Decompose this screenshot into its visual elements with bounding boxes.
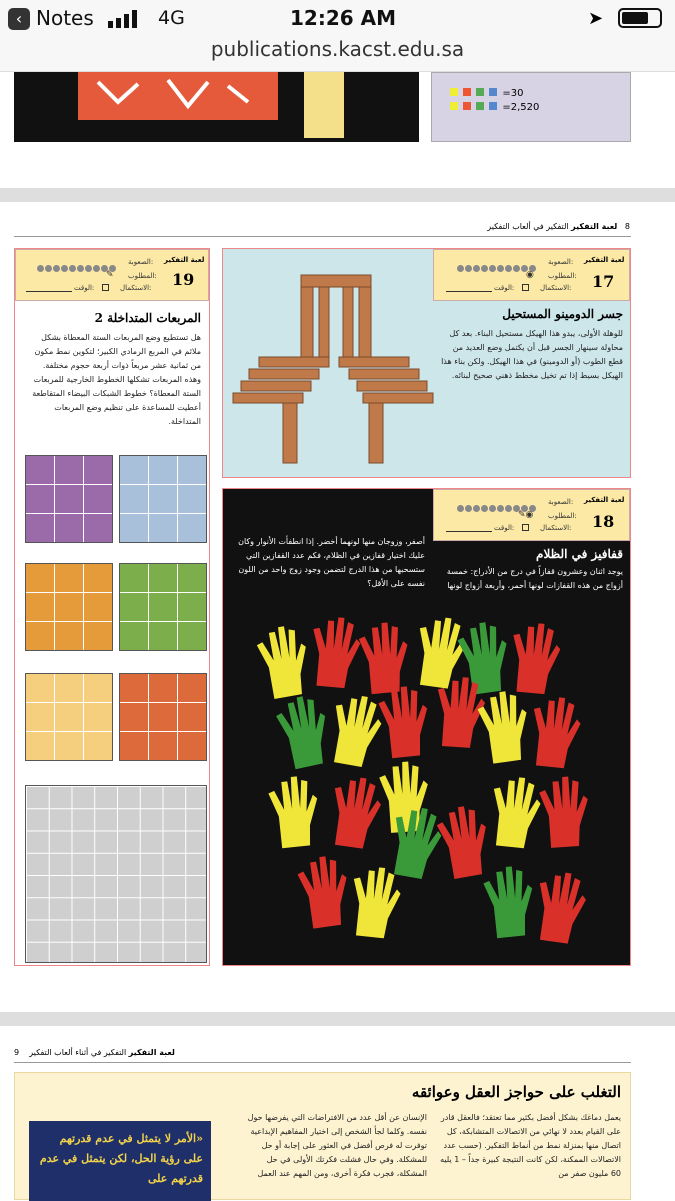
glove-red xyxy=(296,854,353,930)
page-number: 8 xyxy=(624,222,630,231)
square-blue xyxy=(119,455,207,543)
game-18-body-left: أصفر، وزوجان منها لونهما أخضر. إذا انطفأت الأنوار وكان عليك اختيار قفازين في الظلام، فكم عدد القفازين التي ستسحبها من هذا الدرج لتضمن وجود زوج واحد من اللون نفسه على الأقل؟ xyxy=(238,537,425,588)
completion-label: الاستكمال: xyxy=(540,524,572,532)
glove-green xyxy=(273,692,335,770)
page-header xyxy=(14,1048,214,1057)
url-bar[interactable]: publications.kacst.edu.sa xyxy=(210,37,465,61)
glove-yellow xyxy=(348,865,403,940)
game-label: لعبة التفكير xyxy=(164,256,205,264)
glove-yellow xyxy=(488,775,543,850)
back-app-label[interactable]: Notes xyxy=(36,6,94,30)
page-header xyxy=(470,222,630,231)
page-gap xyxy=(0,1012,675,1026)
game-17-card xyxy=(222,248,631,478)
difficulty-label: الصعوبة: xyxy=(128,258,154,266)
header-subtitle: التفكير في ألعاب التفكير xyxy=(487,222,569,231)
difficulty-label: الصعوبة: xyxy=(548,498,574,506)
clock: 12:26 AM xyxy=(290,6,397,30)
game-18-card xyxy=(222,488,631,966)
game-19-card xyxy=(14,248,210,966)
pencil-icon: ✎ xyxy=(106,270,114,280)
game-number: 19 xyxy=(172,270,195,289)
completion-checkbox xyxy=(522,284,529,291)
game-19-body: هل تستطيع وضع المربعات الستة المعطاة بشكل ملائم في المربع الرمادي الكبير؛ لتكوين نمط مكون من ثمانية عشر مربعاً ذوات أربعة حجوم مختلفة. وهذه المربعات تشكلها الخطوط الخارجية للمربعات الستة المعطاة؟ خطوط الشبكات البيضاء المتقاطعة أعطيت للمساعدة على تنظيم وضع المربعات المتداخلة. xyxy=(32,333,201,426)
equation-row-1: =30 xyxy=(450,81,523,100)
game-number: 17 xyxy=(592,272,615,291)
header-title: لعبة التفكير xyxy=(571,222,618,231)
article-panel xyxy=(14,1072,631,1200)
header-rule xyxy=(14,1062,631,1063)
illustration-panel xyxy=(14,72,419,142)
difficulty-label: الصعوبة: xyxy=(548,258,574,266)
completion-label: الاستكمال: xyxy=(540,284,572,292)
game-number: 18 xyxy=(592,512,615,531)
gloves-illustration xyxy=(253,607,603,957)
required-label: المطلوب: xyxy=(548,512,577,520)
game-17-body: للوهلة الأولى، يبدو هذا الهيكل مستحيل البناء. بعد كل محاولة سينهار الجسر قبل أن يكتمل وضع العديد من قطع الطوب (أو الدومينو) في هذا الهيكل. ولكن بناء هذا الهيكل بسيط إذا تم تخيل مخطط ذهني صحيح لبنائه. xyxy=(441,329,623,380)
top-page xyxy=(0,72,675,188)
game-label: لعبة التفكير xyxy=(584,256,625,264)
horse-figure-icon xyxy=(78,72,278,120)
location-arrow-icon: ➤ xyxy=(588,8,604,29)
difficulty-dots xyxy=(36,257,116,276)
header-rule xyxy=(14,236,631,237)
back-arrow-icon[interactable]: ‹ xyxy=(8,8,30,30)
network-type: 4G xyxy=(158,7,185,29)
time-label: الوقت: xyxy=(74,284,95,292)
completion-label: الاستكمال: xyxy=(120,284,152,292)
glove-red xyxy=(327,774,384,850)
game-label: لعبة التفكير xyxy=(584,496,625,504)
game-18-info xyxy=(433,489,630,541)
glove-red xyxy=(434,803,493,880)
page-8 xyxy=(0,202,675,1012)
jester-card xyxy=(304,72,344,138)
domino-bridge-illustration xyxy=(229,265,439,471)
header-subtitle: التفكير في أثناء ألعاب التفكير xyxy=(29,1048,127,1057)
glove-red xyxy=(538,775,591,848)
glove-red xyxy=(377,685,432,760)
square-purple xyxy=(25,455,113,543)
game-18-title: قفافيز في الظلام xyxy=(536,547,623,561)
time-label: الوقت: xyxy=(494,524,515,532)
large-gray-square xyxy=(25,785,207,963)
square-orange xyxy=(25,563,113,651)
article-title: التغلب على حواجز العقل وعوائقه xyxy=(411,1083,621,1101)
completion-checkbox xyxy=(522,524,529,531)
glove-yellow xyxy=(254,623,313,700)
glove-yellow xyxy=(412,614,469,690)
battery-icon xyxy=(618,8,662,28)
square-red xyxy=(119,673,207,761)
page-gap xyxy=(0,188,675,202)
equation-box xyxy=(431,72,631,142)
glove-green xyxy=(482,865,537,940)
square-light-orange xyxy=(25,673,113,761)
glove-red xyxy=(528,695,583,770)
game-18-body-right: يوجد اثنان وعشرون قفازاً في درج من الأدراج: خمسة أزواج من هذه القفازات لونها أحمر، وأربعة أزواج لونها xyxy=(446,567,623,590)
article-column-middle: الإنسان عن أقل عدد من الافتراضات التي يفرضها حول نفسه. وكلما لجأ الشخص إلى اختيار المفاهيم الإبداعية توفرت له فرص أفضل في العثور على إجابة أو حل للمشكلة. وفي حال فشلت فكرتك الأولى في حل المشكلة، فجرب فكرة أخرى، ومن المهم عند العمل xyxy=(247,1113,427,1178)
required-label: المطلوب: xyxy=(128,272,157,280)
header-title: لعبة التفكير xyxy=(128,1048,175,1057)
page-number: 9 xyxy=(14,1048,20,1057)
completion-checkbox xyxy=(102,284,109,291)
difficulty-dots xyxy=(456,257,536,276)
glove-red xyxy=(532,869,589,945)
glove-red xyxy=(308,615,362,689)
glove-yellow xyxy=(267,775,322,850)
signal-bars-icon xyxy=(108,10,142,28)
required-label: المطلوب: xyxy=(548,272,577,280)
glove-red xyxy=(508,621,562,695)
glove-yellow xyxy=(326,692,385,769)
game-19-info xyxy=(15,249,209,301)
game-19-title: المربعات المتداخلة 2 xyxy=(94,311,201,325)
time-label: الوقت: xyxy=(494,284,515,292)
time-line xyxy=(446,531,492,532)
game-17-info xyxy=(433,249,630,301)
pencil-eye-icon: ✎◉ xyxy=(518,510,534,520)
equation-row-2: =2,520 xyxy=(450,95,539,114)
square-green xyxy=(119,563,207,651)
time-line xyxy=(26,291,72,292)
status-bar xyxy=(0,0,675,72)
article-column-right: يعمل دماغك بشكل أفضل بكثير مما تعتقد؛ فالعقل قادر على القيام بعدد لا نهائي من الاتصالات المتشابكة، كل اتصال منها بمنزلة نمط من أنماط التفكير. (حسب عدد الاتصالات الممكنة، لكن كانت النتيجة كبيرة جداً – 1 يليه 60 مليون صفر من xyxy=(440,1113,621,1178)
quote-text: «الأمر لا يتمثل في عدم قدرتهم على رؤية الحل، لكن يتمثل في عدم قدرتهم على xyxy=(39,1132,203,1185)
quote-box xyxy=(29,1121,211,1201)
page-9 xyxy=(0,1026,675,1200)
eye-icon: ◉ xyxy=(526,270,534,280)
glove-red xyxy=(358,621,412,695)
time-line xyxy=(446,291,492,292)
game-17-title: جسر الدومينو المستحيل xyxy=(502,307,623,321)
glove-yellow xyxy=(476,689,533,765)
